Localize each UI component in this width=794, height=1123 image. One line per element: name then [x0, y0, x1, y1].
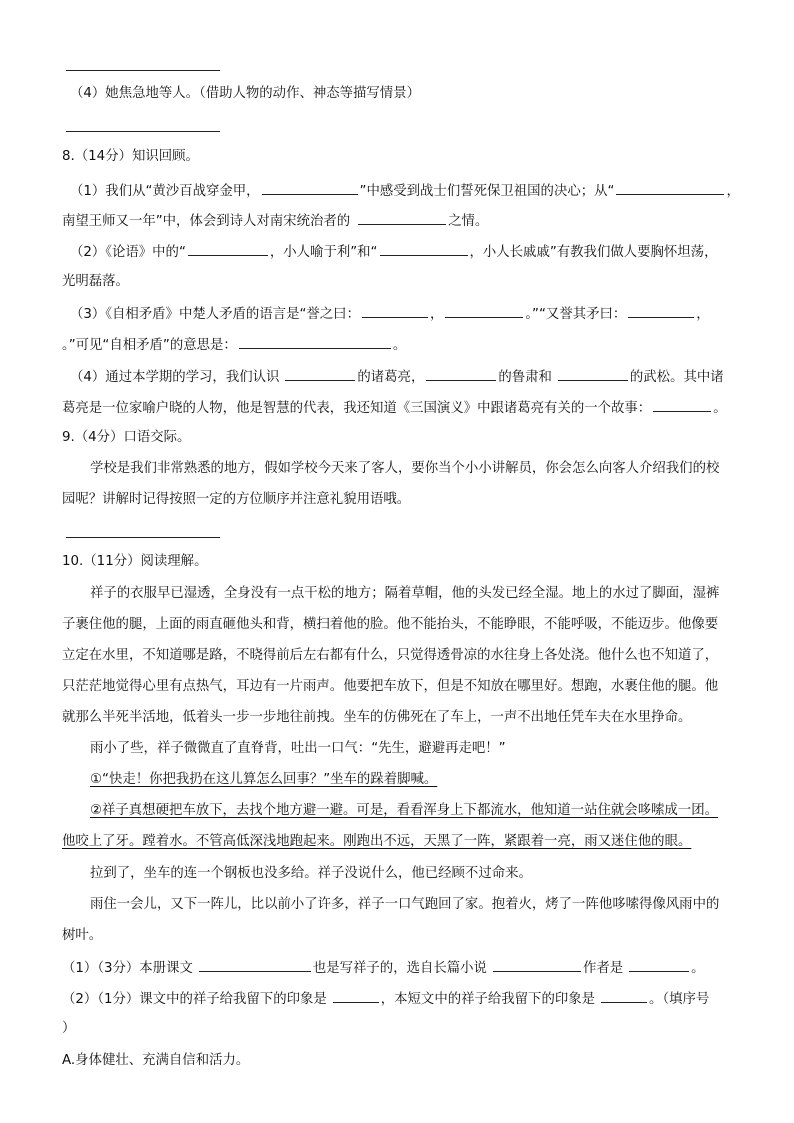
q9-line1: 学校是我们非常熟悉的地方，假如学校今天来了客人，要你当个小小讲解员，你会怎么向客人介绍我们的校	[90, 461, 720, 476]
answer-line[interactable]	[66, 537, 220, 538]
passage-line: 拉到了，坐车的连一个钢板也没多给。祥子没说什么，他已经顾不过命来。	[90, 866, 532, 881]
passage-line: 只茫茫地觉得心里有点热气，耳边有一片雨声。他要把车放下，但是不知放在哪里好。想跑，水裹住他的腿。他	[62, 679, 719, 694]
blank[interactable]	[333, 988, 379, 1003]
blank[interactable]	[616, 180, 724, 195]
blank[interactable]	[493, 957, 581, 972]
blank[interactable]	[426, 366, 496, 381]
passage-line: 树叶。	[62, 928, 103, 943]
q8-p3-line2: 。”可见“自相矛盾”的意思是： 。	[62, 334, 406, 356]
q10-sub2: （2）（1分）课文中的祥子给我留下的印象是 ，本短文中的祥子给我留下的印象是 。（填序号	[62, 988, 709, 1010]
passage-line: 雨小了些，祥子微微直了直脊背，吐出一口气：“先生，避避再走吧！”	[90, 741, 506, 756]
blank[interactable]	[628, 303, 694, 318]
q8-p1-line2: 南望王师又一年”中，体会到诗人对南宋统治者的 之情。	[62, 210, 488, 232]
blank[interactable]	[358, 210, 446, 225]
q10-header: 10.（11分）阅读理解。	[62, 554, 208, 569]
blank[interactable]	[653, 397, 711, 412]
q8-p2-line1: （2）《论语》中的“ ，小人喻于利”和“ ，小人长戚戚”有教我们做人要胸怀坦荡，	[70, 241, 717, 263]
q8-p4-line2: 葛亮是一位家喻户晓的人物，他是智慧的代表，我还知道《三国演义》中跟诸葛亮有关的一个故事： 。	[62, 397, 727, 419]
passage-line: 立定在水里，不知道哪是路，不晓得前后左右都有什么，只觉得透骨凉的水往身上各处浇。他什么也不知道了，	[62, 648, 719, 663]
blank[interactable]	[445, 303, 523, 318]
blank[interactable]	[362, 303, 428, 318]
answer-line[interactable]	[66, 131, 220, 132]
blank[interactable]	[262, 180, 358, 195]
q9-header: 9.（4分）口语交际。	[62, 430, 191, 445]
underlined-sentence-1: ①“快走！你把我扔在这儿算怎么回事？”坐车的跺着脚喊。	[90, 772, 438, 787]
q8-p2-line2: 光明磊落。	[62, 274, 129, 289]
passage-line: 就那么半死半活地，低着头一步一步地往前拽。坐车的仿佛死在了车上，一声不出地任凭车夫在水里挣命。	[62, 710, 692, 725]
blank[interactable]	[188, 241, 268, 256]
blank[interactable]	[380, 241, 468, 256]
blank[interactable]	[558, 366, 628, 381]
passage-line: 雨住一会儿，又下一阵儿，比以前小了许多，祥子一口气跑回了家。抱着火，烤了一阵他哆嗦得像风雨中的	[90, 897, 720, 912]
q8-p4-line1: （4）通过本学期的学习，我们认识 的诸葛亮， 的鲁肃和 的武松。其中诸	[70, 366, 724, 388]
q10-sub1: （1）（3分）本册课文 也是写祥子的，选自长篇小说 作者是 。	[62, 957, 705, 979]
blank[interactable]	[629, 957, 689, 972]
blank[interactable]	[239, 334, 391, 349]
q8-p3-line1: （3）《自相矛盾》中楚人矛盾的语言是“誉之曰： ， 。”“又誉其矛曰： ，	[70, 303, 710, 325]
option-a: A.身体健壮、充满自信和活力。	[62, 1053, 250, 1068]
passage-line: 子裹住他的腿，上面的雨直砸他头和背，横扫着他的脸。他不能抬头，不能睁眼，不能呼吸，不能迈步。他像要	[62, 617, 719, 632]
underlined-sentence-2-cont: 他咬上了牙。蹚着水。不管高低深浅地跑起来。刚跑出不远，天黑了一阵，紧跟着一亮，雨又迷住他的眼。	[62, 834, 692, 849]
q8-p1-line1: （1）我们从“黄沙百战穿金甲， ”中感受到战士们誓死保卫祖国的决心；从“ ，	[70, 180, 740, 202]
q10-sub2-close: ）	[62, 1021, 76, 1036]
blank[interactable]	[601, 988, 647, 1003]
passage-line: 祥子的衣服早已湿透，全身没有一点干松的地方；隔着草帽，他的头发已经全湿。地上的水过了脚面，湿裤	[90, 586, 720, 601]
q7-item4: （4）她焦急地等人。（借助人物的动作、神态等描写情景）	[70, 86, 420, 101]
answer-line[interactable]	[66, 70, 220, 71]
q8-header: 8.（14分）知识回顾。	[62, 149, 199, 164]
underlined-sentence-2: ②祥子真想硬把车放下，去找个地方避一避。可是，看看浑身上下都流水，他知道一站住就会哆嗦成一团。	[90, 803, 718, 818]
blank[interactable]	[199, 957, 311, 972]
blank[interactable]	[285, 366, 355, 381]
q9-line2: 园呢？讲解时记得按照一定的方位顺序并注意礼貌用语哦。	[62, 492, 411, 507]
